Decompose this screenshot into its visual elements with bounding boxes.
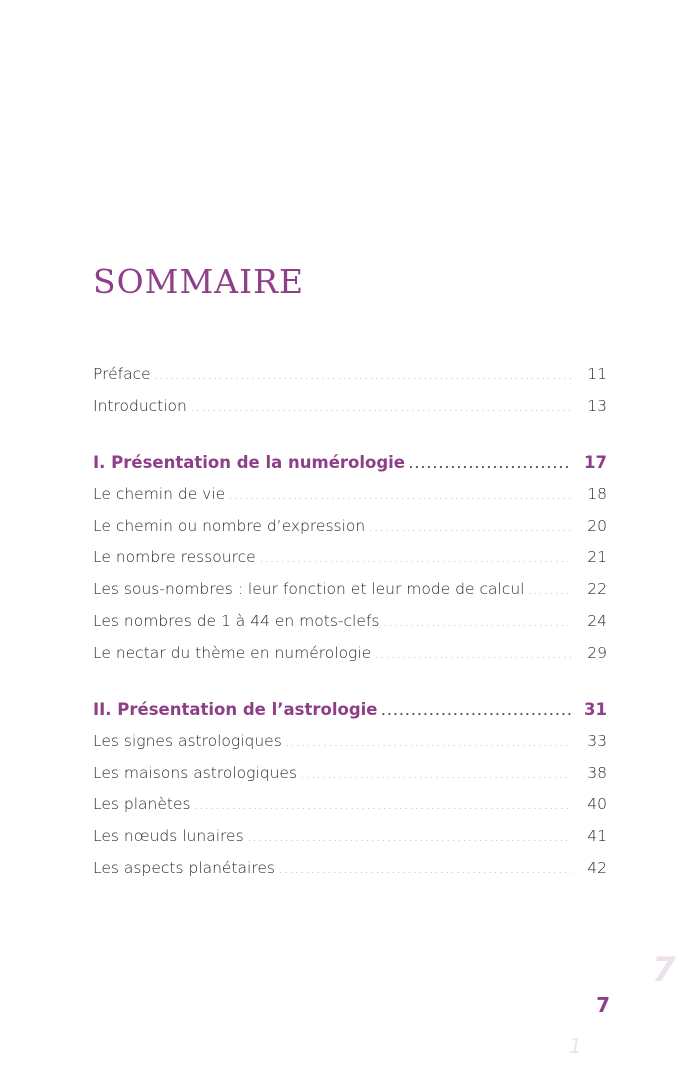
toc-entry-page: 22 — [587, 580, 607, 599]
toc-entry[interactable] — [93, 827, 607, 859]
dot-leader — [369, 523, 571, 534]
toc-entry-label: Les nœuds lunaires — [93, 826, 244, 845]
toc-entry-label: Le chemin ou nombre d’expression — [93, 516, 366, 535]
dot-leader — [375, 650, 571, 661]
dot-leader — [286, 738, 571, 749]
toc-entry-label: Le nectar du thème en numérologie — [93, 643, 372, 662]
toc-entry[interactable] — [93, 517, 607, 549]
toc-entry-page: 29 — [587, 643, 607, 662]
toc-entry-label: Les sous-nombres : leur fonction et leur mode de calcul — [93, 580, 525, 599]
toc-entry-page: 11 — [587, 365, 607, 383]
toc-entry-label: Les planètes — [93, 795, 191, 814]
toc-section-page: 31 — [584, 700, 607, 720]
dot-leader — [279, 865, 571, 876]
toc-entry-label: Le nombre ressource — [93, 548, 256, 567]
toc-entry[interactable] — [93, 548, 607, 580]
toc-entry[interactable] — [93, 612, 607, 644]
dot-leader — [195, 801, 571, 812]
toc-entry-preface[interactable] — [93, 365, 607, 397]
toc-entry-label: Introduction — [93, 396, 187, 415]
toc-section-numerologie[interactable] — [93, 453, 607, 485]
toc-entry-page: 38 — [587, 763, 607, 782]
dot-leader — [229, 491, 571, 502]
toc-section-title: I. Présentation de la numérologie — [93, 453, 406, 473]
decorative-page-digit: 7 — [652, 950, 676, 990]
toc-entry[interactable] — [93, 732, 607, 764]
toc-section-page: 17 — [584, 453, 607, 473]
toc-entry-label: Préface — [93, 365, 151, 383]
dot-leader — [528, 586, 571, 597]
dot-leader — [155, 371, 571, 382]
dot-leader — [301, 770, 571, 781]
toc-entry[interactable] — [93, 764, 607, 796]
toc-entry[interactable] — [93, 485, 607, 517]
decorative-page-digit-small: 1 — [569, 1034, 582, 1058]
toc-entry-label: Le chemin de vie — [93, 485, 226, 504]
dot-leader — [248, 833, 571, 844]
toc-entry-page: 18 — [587, 485, 607, 504]
toc-entry[interactable] — [93, 644, 607, 676]
toc-entry-page: 40 — [587, 795, 607, 814]
toc-entry-label: Les maisons astrologiques — [93, 763, 298, 782]
page-number: 7 — [596, 993, 610, 1017]
toc-entry-page: 33 — [587, 731, 607, 750]
dot-leader — [383, 618, 571, 629]
dot-leader — [409, 460, 571, 471]
page-title: SOMMAIRE — [93, 262, 305, 301]
toc-entry-introduction[interactable] — [93, 397, 607, 429]
toc-section-astrologie[interactable] — [93, 700, 607, 732]
toc-entry-label: Les aspects planétaires — [93, 858, 275, 877]
toc-entry-page: 13 — [587, 396, 607, 415]
dot-leader — [191, 403, 571, 414]
dot-leader — [382, 707, 572, 718]
toc-entry-label: Les nombres de 1 à 44 en mots-clefs — [93, 611, 380, 630]
toc-entry-page: 24 — [587, 611, 607, 630]
toc-entry-page: 42 — [587, 858, 607, 877]
toc-entry-page: 21 — [587, 548, 607, 567]
toc-entry[interactable] — [93, 580, 607, 612]
dot-leader — [260, 554, 571, 565]
toc-entry-page: 20 — [587, 516, 607, 535]
toc-entry[interactable] — [93, 795, 607, 827]
toc-entry[interactable] — [93, 859, 607, 891]
toc-entry-label: Les signes astrologiques — [93, 731, 282, 750]
toc-entry-page: 41 — [587, 826, 607, 845]
toc-section-title: II. Présentation de l’astrologie — [93, 700, 378, 720]
table-of-contents — [93, 365, 607, 890]
